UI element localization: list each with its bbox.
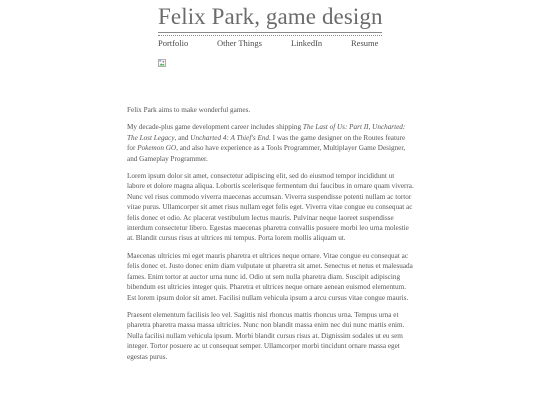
nav-link-other-things[interactable]: Other Things	[217, 38, 262, 48]
lorem-paragraph-3: Praesent elementum facilisis leo vel. Sagittis nisl rhoncus mattis rhoncus urna. Tempus urna et pharetra pharetra massa massa ultricies. Nunc non blandit massa enim nec dui nunc mattis enim. Nulla facilisi nullam vehicula ipsum. Morbi blandit cursus risus at. Dignissim sodales ut eu sem integer. Tortor posuere ac ut consequat semper. Ullamcorper morbi tincidunt ornare massa eget egestas purus.	[127, 310, 405, 361]
nav-link-portfolio[interactable]: Portfolio	[158, 38, 189, 48]
career-middle: . I was the game designer on the Routes feature for	[127, 133, 406, 153]
broken-image-icon	[158, 54, 166, 62]
title-underline	[158, 32, 382, 36]
main-content	[127, 105, 414, 369]
career-lead: My decade-plus game development career includes shipping	[127, 123, 303, 132]
career-separator: , and	[174, 133, 191, 142]
career-tail: , and also have experience as a Tools Programmer, Multiplayer Game Designer, and Gameplay Programmer.	[127, 144, 406, 163]
game-title-lost-legacy: Uncharted: The Lost Legacy	[127, 123, 406, 142]
lorem-paragraph-2: Maecenas ultricies mi eget mauris pharetra et ultrices neque ornare. Vitae congue eu consequat ac felis donec et. Justo donec enim diam vulputate ut pharetra sit amet. Senectus et netus et malesuada fames. Enim tortor at auctor urna nunc id. Odio ut sem nulla pharetra diam. Suscipit adipiscing bibendum est ultricies integer quis. Pharetra et ultrices neque ornare aenean euismod elementum. Est lorem ipsum dolor sit amet. Facilisi nullam vehicula ipsum a arcu cursus vitae congue mauris.	[127, 251, 413, 302]
game-title-tlou2: The Last of Us: Part II	[302, 123, 369, 132]
main-nav	[158, 38, 382, 52]
game-title-pokemon-go: Pokemon GO	[137, 144, 177, 153]
site-title: Felix Park, game design	[158, 4, 383, 29]
lorem-paragraph-1: Lorem ipsum dolor sit amet, consectetur adipiscing elit, sed do eiusmod tempor incididunt ut labore et dolore magna aliqua. Lobortis scelerisque fermentum dui faucibus in ornare quam viverra. Nunc vel risus commodo viverra maecenas accumsan. Viverra suspendisse potenti nullam ac tortor vitae purus. Ullamcorper sit amet risus nullam eget felis eget. Viverra vitae congue eu consequat ac felis donec et odio. Ac placerat vestibulum lectus mauris. Pulvinar neque laoreet suspendisse interdum consectetur libero. Egestas maecenas pharetra convallis posuere morbi leo urna molestie at. Blandit cursus risus at ultrices mi tempus. Porta lorem mollis aliquam ut.	[127, 172, 414, 243]
career-separator: ,	[368, 123, 373, 132]
intro-paragraph: Felix Park aims to make wonderful games.	[127, 106, 251, 114]
game-title-uncharted4: Uncharted 4: A Thief's End	[190, 133, 270, 142]
career-paragraph	[127, 122, 414, 164]
nav-link-linkedin[interactable]: LinkedIn	[291, 38, 323, 48]
nav-link-resume[interactable]: Resume	[351, 38, 379, 48]
site-header	[158, 4, 382, 36]
